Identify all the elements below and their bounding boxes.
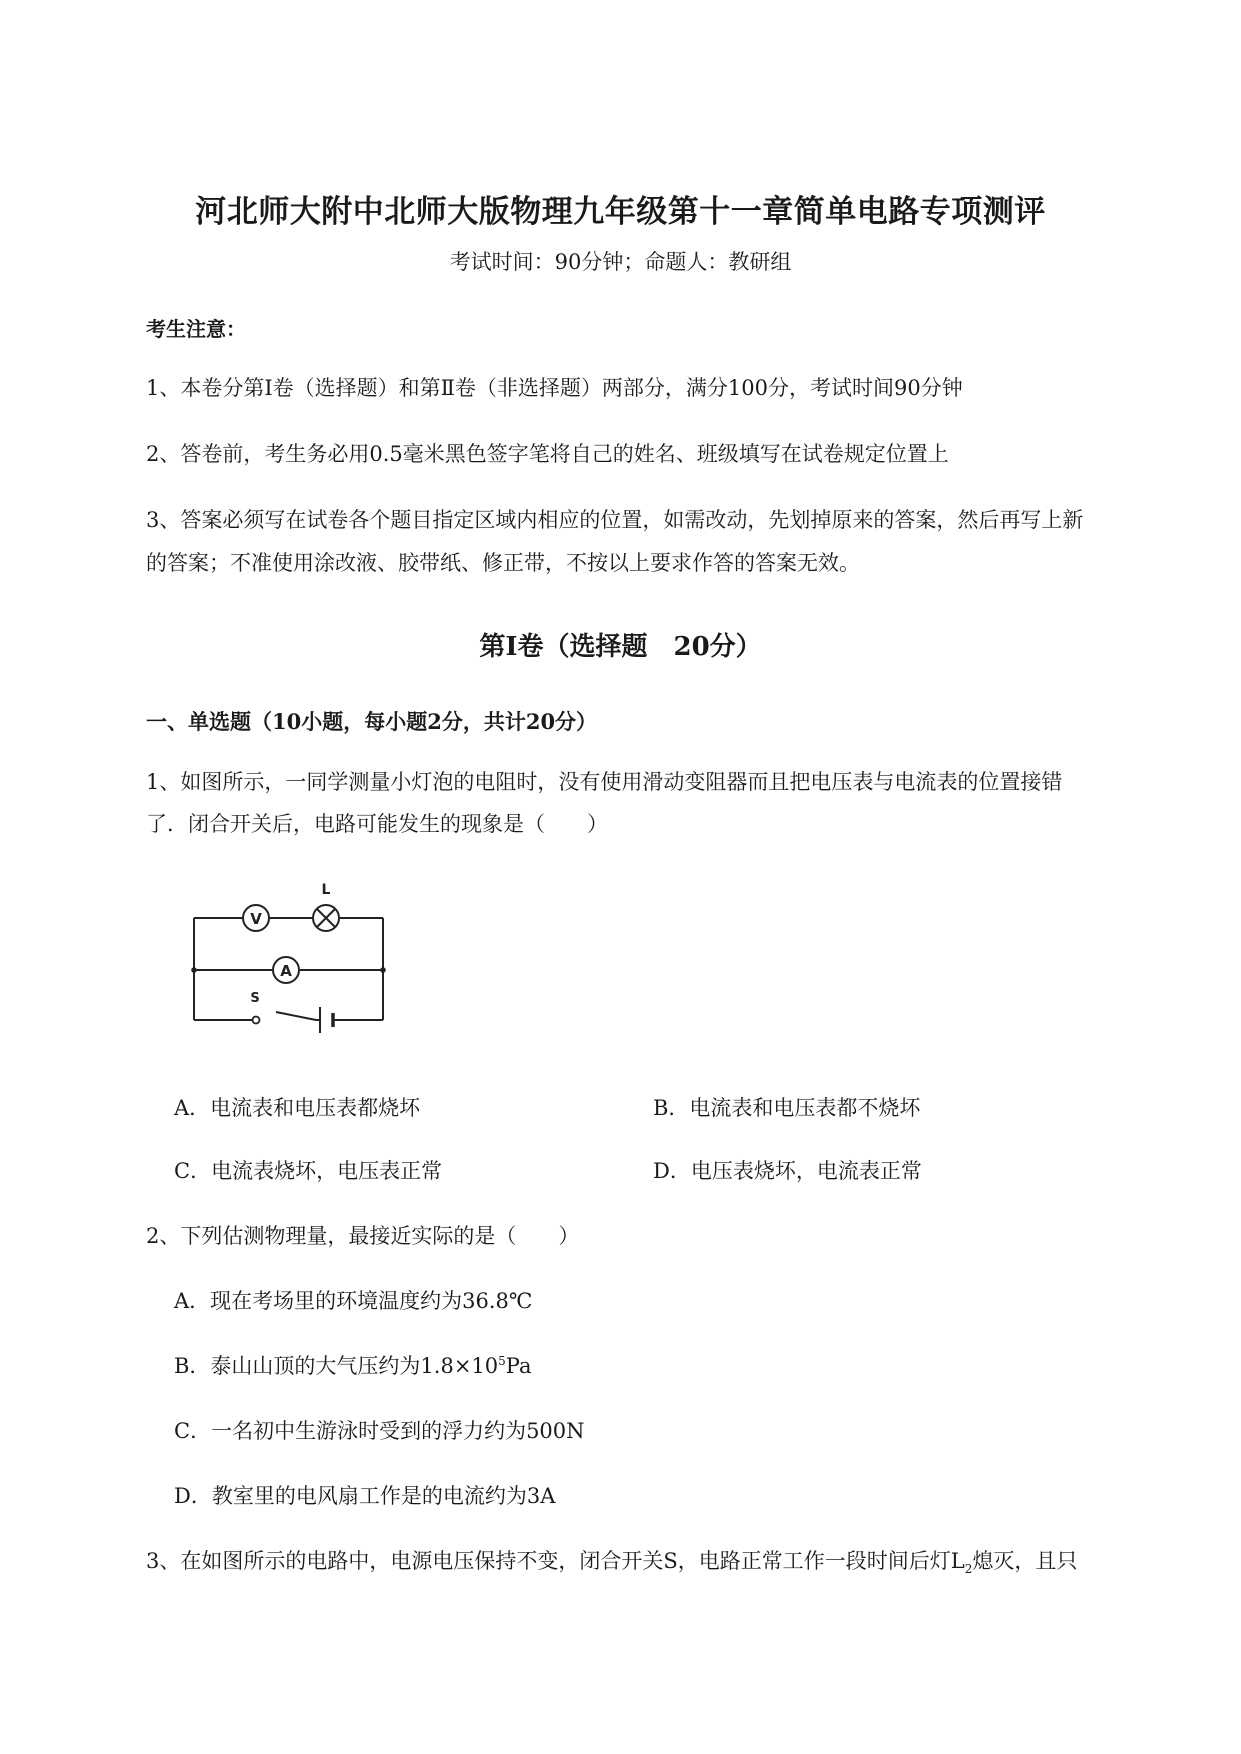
question-3-stem [146, 1545, 1077, 1576]
circuit-diagram [180, 880, 400, 1040]
section-title: 第Ⅰ卷（选择题 20分） [479, 632, 762, 662]
notice-line-3a: 3、答案必须写在试卷各个题目指定区域内相应的位置，如需改动，先划掉原来的答案，然后再写上新 [146, 508, 1084, 532]
junction-left [191, 967, 197, 973]
q1-option-c[interactable]: C．电流表烧坏，电压表正常 [174, 1159, 443, 1183]
voltmeter-label: V [250, 910, 262, 928]
q2-option-b[interactable] [174, 1350, 532, 1380]
q1-option-a[interactable]: A．电流表和电压表都烧坏 [174, 1096, 421, 1120]
switch-label: S [250, 991, 260, 1006]
notice-line-2: 2、答卷前，考生务必用0.5毫米黑色签字笔将自己的姓名、班级填写在试卷规定位置上 [146, 442, 949, 466]
question-1-stem-b: 了．闭合开关后，电路可能发生的现象是（ ） [146, 812, 608, 836]
page-title: 河北师大附中北师大版物理九年级第十一章简单电路专项测评 [195, 194, 1046, 230]
question-2-stem: 2、下列估测物理量，最接近实际的是（ ） [146, 1224, 580, 1248]
question-3-stem-text: 3、在如图所示的电路中，电源电压保持不变，闭合开关S，电路正常工作一段时间后灯L [146, 1549, 965, 1573]
notice-line-3b: 的答案；不准使用涂改液、胶带纸、修正带，不按以上要求作答的答案无效。 [146, 551, 860, 575]
question-3-subscript: 2 [964, 1562, 973, 1577]
q2-option-b-exponent: 5 [498, 1354, 506, 1368]
q2-option-b-text: B．泰山山顶的大气压约为1.8×10 [174, 1354, 499, 1378]
q2-option-c[interactable]: C．一名初中生游泳时受到的浮力约为500N [174, 1419, 585, 1443]
ammeter-label: A [280, 962, 292, 980]
q2-option-d[interactable]: D．教室里的电风扇工作是的电流约为3A [174, 1484, 556, 1508]
q1-option-d[interactable]: D．电压表烧坏，电流表正常 [653, 1159, 922, 1183]
exam-info: 考试时间：90分钟；命题人：教研组 [449, 250, 792, 274]
lamp-label: L [321, 882, 331, 898]
voltmeter-symbol [243, 905, 269, 931]
q1-option-b[interactable]: B．电流表和电压表都不烧坏 [653, 1096, 921, 1120]
ammeter-symbol [273, 957, 299, 983]
battery-symbol [320, 1007, 333, 1033]
question-1-stem-a: 1、如图所示，一同学测量小灯泡的电阻时，没有使用滑动变阻器而且把电压表与电流表的位置接错 [146, 770, 1063, 794]
lamp-symbol [313, 882, 339, 931]
part-heading: 一、单选题（10小题，每小题2分，共计20分） [146, 709, 598, 734]
junction-right [380, 967, 386, 973]
question-3-stem-end: 熄灭，且只 [972, 1549, 1078, 1573]
switch-symbol [250, 991, 259, 1024]
notice-line-1: 1、本卷分第Ⅰ卷（选择题）和第Ⅱ卷（非选择题）两部分，满分100分，考试时间90分钟 [146, 376, 963, 400]
q2-option-b-unit: Pa [505, 1354, 532, 1378]
q2-option-a[interactable]: A．现在考场里的环境温度约为36.8℃ [174, 1289, 533, 1313]
notice-heading: 考生注意： [146, 317, 246, 341]
